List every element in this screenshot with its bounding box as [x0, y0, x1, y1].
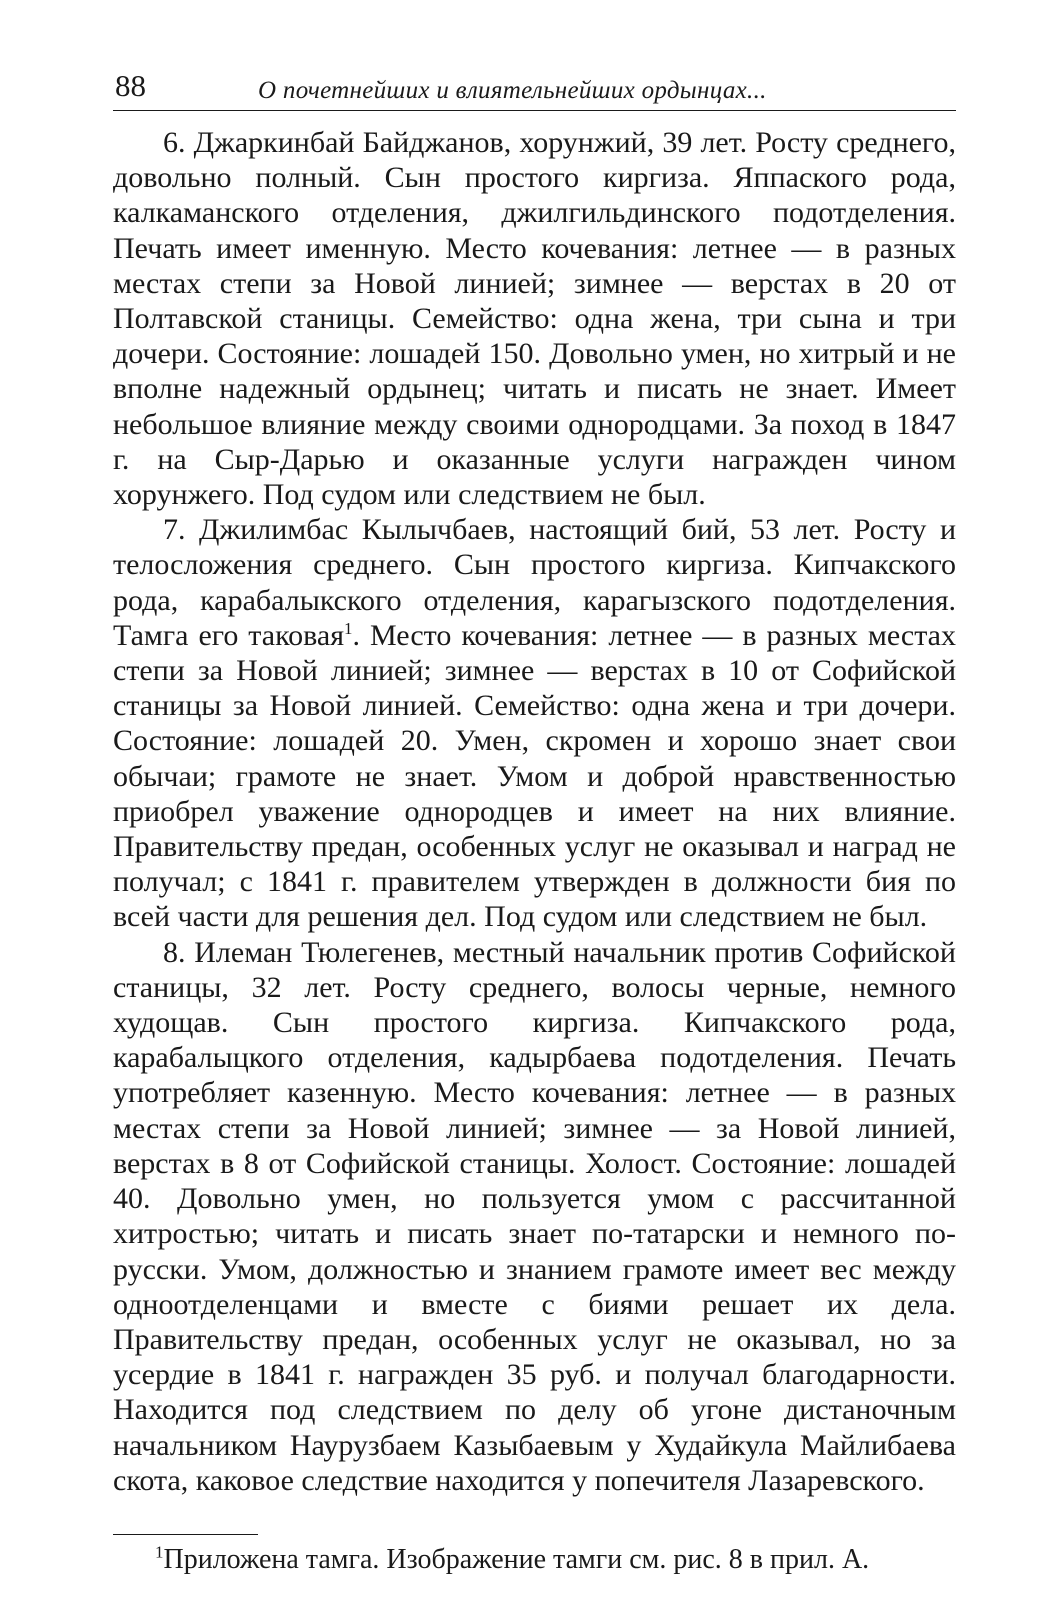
footnote-separator — [113, 1534, 258, 1535]
footnote-text: Приложена тамга. Изображение тамги см. рис. 8 в прил. А. — [163, 1543, 870, 1575]
paragraph-8: 8. Илеман Тюлегенев, местный начальник против Софийской станицы, 32 лет. Росту среднего, волосы черные, немного худощав. Сын простого киргиза. Кипчакского рода, карабалыцкого отделения, кадырбаева подотделения. Печать употребляет казенную. Место кочевания: летнее — в разных местах степи за Новой линией; зимнее — за Новой линией, верстах в 8 от Софийской станицы. Холост. Состояние: лошадей 40. Довольно умен, но пользуется умом с рассчитанной хитростью; читать и писать знает по-татарски и немного по-русски. Умом, должностью и знанием грамоте имеет вес между одноотделенцами и вместе с биями решает их дела. Правительству предан, особенных услуг не оказывал, но за усердие в 1841 г. награжден 35 руб. и получал благодарности. Находится под следствием по делу об угоне дистаночным начальником Наурузбаем Казыбаевым у Худайкула Майлибаева скота, каковое следствие находится у попечителя Лазаревского. — [113, 935, 956, 1497]
paragraph-6: 6. Джаркинбай Байджанов, хорунжий, 39 лет. Росту среднего, довольно полный. Сын простого киргиза. Яппаского рода, калкаманского отделения, джилгильдинского подотделения. Печать имеет именную. Место кочевания: летнее — в разных местах степи за Новой линией; зимнее — верстах в 20 от Полтавской станицы. Семейство: одна жена, три сына и три дочери. Состояние: лошадей 150. Довольно умен, но хитрый и не вполне надежный ордынец; читать и писать не знает. Имеет небольшое влияние между своими однородцами. За поход в 1847 г. на Сыр-Дарью и оказанные услуги награжден чином хорунжего. Под судом или следствием не был. — [113, 126, 956, 512]
page-number: 88 — [115, 68, 146, 103]
book-page — [113, 62, 956, 1577]
running-head — [113, 62, 956, 111]
paragraph-7 — [113, 512, 956, 934]
running-title: О почетнейших и влиятельнейших ордынцах... — [258, 77, 767, 104]
body-text — [113, 125, 956, 1498]
footnote-reference-mark[interactable]: 1 — [344, 618, 353, 638]
paragraph-7-text-after-note: . Место кочевания: летнее — в разных местах степи за Новой линией; зимнее — верстах в 10 от Софийской станицы за Новой линией. Семейство: одна жена и три дочери. Состояние: лошадей 20. Умен, скромен и хорошо знает свои обычаи; грамоте не знает. Умом и доброй нравственностью приобрел уважение однородцев и имеет на них влияние. Правительству предан, особенных услуг не оказывал и наград не получал; с 1841 г. правителем утвержден в должности бия по всей части для решения дел. Под судом или следствием не был. — [113, 618, 956, 934]
footnote-mark: 1 — [155, 1542, 164, 1562]
footnote — [113, 1543, 956, 1577]
paragraph-7-text-before-note: 7. Джилимбас Кылычбаев, настоящий бий, 53 лет. Росту и телосложения среднего. Сын простого киргиза. Кипчакского рода, карабалыкского отделения, карагызского подотделения. Тамга его таковая — [113, 513, 956, 652]
